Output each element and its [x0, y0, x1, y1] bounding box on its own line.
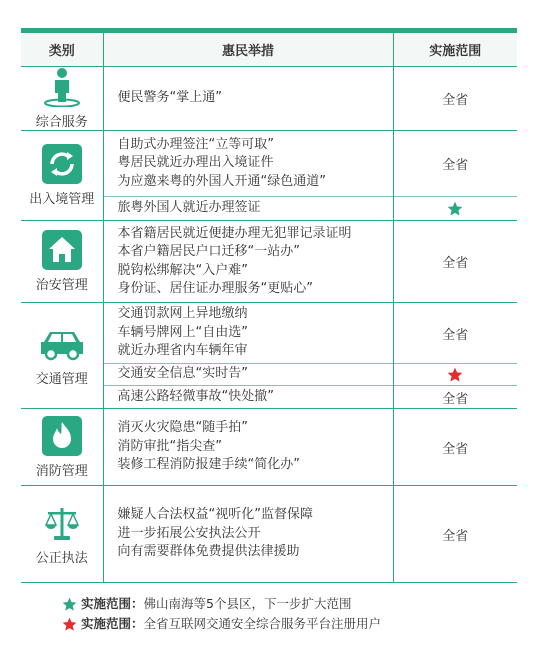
header-measures: 惠民举措 [103, 33, 393, 67]
measure-item: 为应邀来粤的外国人开通“绿色通道” [117, 173, 326, 189]
person-icon [42, 67, 82, 107]
category-label: 出入境管理 [29, 192, 95, 207]
scope-cell: 全省 [442, 158, 469, 173]
measure-item: 粤居民就近办理出入境证件 [117, 155, 274, 171]
scope-cell: 全省 [393, 386, 517, 409]
measure-item: 本省籍居民就近便捷办理无犯罪记录证明 [117, 225, 352, 241]
legend-text: 全省互联网交通安全综合服务平台注册用户 [143, 616, 382, 631]
measure-item: 交通罚款网上异地缴纳 [117, 306, 248, 322]
scope-cell [393, 197, 517, 221]
scope-cell: 全省 [393, 221, 517, 303]
table-row [21, 221, 517, 303]
green-star-icon [62, 597, 77, 612]
scope-cell: 全省 [393, 409, 517, 486]
measure-item: 自助式办理签注“立等可取” [117, 136, 274, 152]
measure-item: 进一步拓展公安执法公开 [117, 525, 261, 541]
scope-cell: 全省 [442, 327, 469, 343]
red-star-icon [62, 617, 77, 632]
scope-cell [393, 364, 517, 386]
table-row [21, 67, 517, 131]
category-cell [21, 303, 103, 409]
measures-cell [103, 131, 393, 197]
measures-cell [103, 364, 393, 386]
measure-item: 高速公路轻微事故“快处撤” [117, 388, 274, 404]
flame-icon [42, 416, 82, 456]
house-icon [42, 230, 82, 270]
measures-cell [103, 67, 393, 131]
legend-item [62, 594, 351, 612]
measure-item: 消灭火灾隐患“随手拍” [117, 420, 248, 436]
legend-text: 佛山南海等5个县区，下一步扩大范围 [143, 596, 352, 611]
measure-item: 消防审批“指尖查” [117, 438, 222, 454]
category-label: 治安管理 [35, 278, 88, 293]
measures-cell [103, 409, 393, 486]
table-row [21, 409, 517, 486]
policy-table [21, 33, 517, 583]
category-label: 交通管理 [35, 372, 88, 387]
measure-item: 装修工程消防报建手续“简化办” [117, 457, 300, 473]
scope-cell: 全省 [393, 67, 517, 131]
measures-cell [103, 197, 393, 221]
category-cell [21, 67, 103, 131]
category-cell [21, 221, 103, 303]
table-row [21, 131, 517, 197]
measure-item: 便民警务“掌上通” [117, 90, 222, 106]
category-label: 公正执法 [35, 550, 88, 566]
category-label: 综合服务 [35, 115, 88, 130]
measure-item: 本省户籍居民户口迁移“一站办” [117, 244, 300, 259]
measure-item: 向有需要群体免费提供法律援助 [117, 544, 300, 560]
measure-item: 旅粤外国人就近办理签证 [117, 200, 261, 216]
measure-item: 交通安全信息“实时告” [117, 366, 248, 382]
measure-item: 嫌疑人合法权益“视听化”监督保障 [117, 507, 313, 523]
scope-cell: 全省 [393, 486, 517, 583]
measure-item: 身份证、居住证办理服务“更贴心” [117, 281, 313, 296]
measure-item: 脱钩松绑解决“入户难” [117, 262, 248, 278]
category-label: 消防管理 [35, 463, 88, 479]
measures-cell [103, 221, 393, 303]
header-category: 类别 [21, 33, 103, 67]
category-cell [21, 486, 103, 583]
header-row [21, 33, 517, 67]
measures-cell [103, 303, 393, 364]
table-row [21, 303, 517, 364]
table-row [21, 486, 517, 583]
green-star-icon [447, 201, 463, 217]
legend-item [62, 614, 381, 632]
measure-item: 就近办理省内车辆年审 [117, 343, 248, 359]
red-star-icon [447, 367, 463, 383]
header-scope: 实施范围 [393, 33, 517, 67]
measures-cell [103, 486, 393, 583]
measures-cell [103, 386, 393, 409]
scales-icon [42, 503, 82, 543]
legend-label: 实施范围： [80, 616, 144, 631]
measure-item: 车辆号牌网上“自由选” [117, 324, 248, 340]
refresh-icon [42, 144, 82, 184]
legend-label: 实施范围： [80, 596, 144, 611]
category-cell [21, 131, 103, 221]
category-cell [21, 409, 103, 486]
car-icon [38, 324, 86, 364]
